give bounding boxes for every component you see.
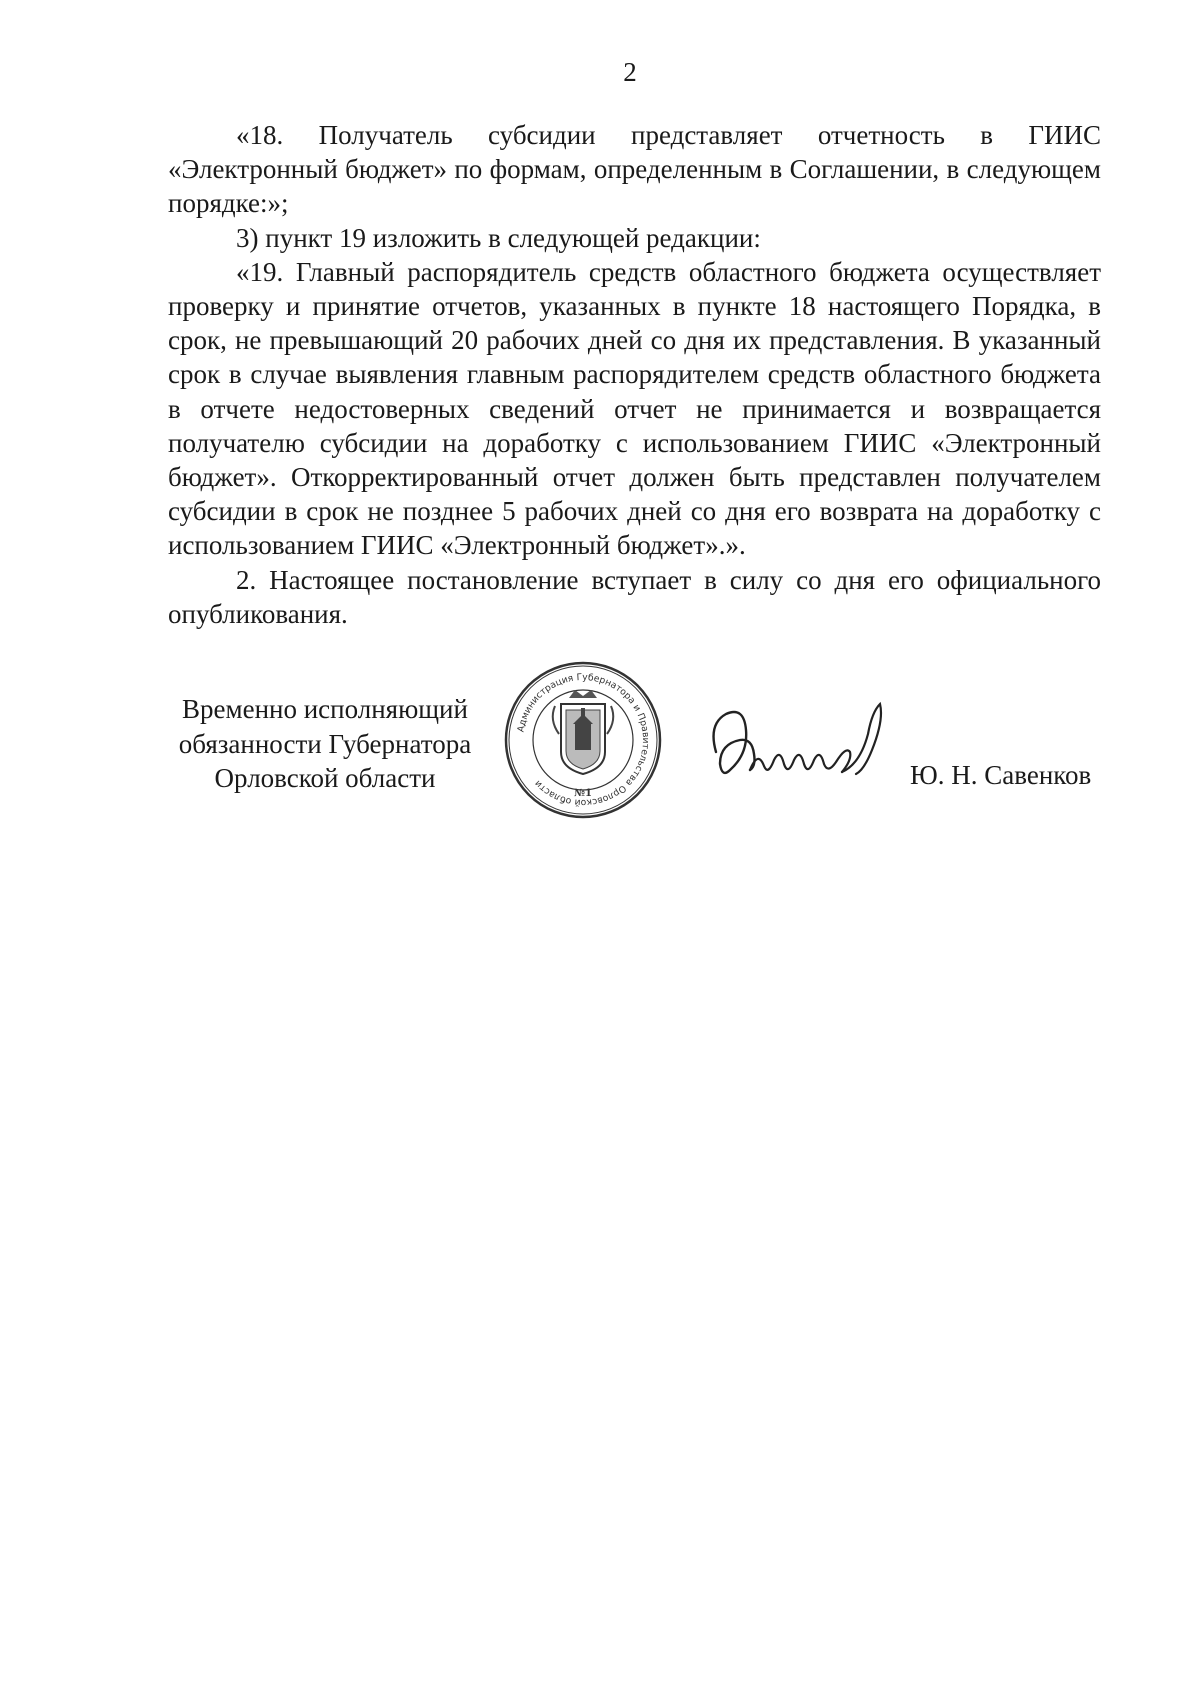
paragraph-amendment-3: 3) пункт 19 изложить в следующей редакции: (236, 222, 761, 253)
seal-ring-text: Администрация Губернатора и Правительства Орловской области (515, 671, 652, 809)
document-body (168, 118, 1101, 631)
coat-of-arms-icon (553, 690, 614, 774)
paragraph-item-18: «18. Получатель субсидии представляет отчетность в ГИИС «Электронный бюджет» по формам, определенным в Соглашении, в следующем порядке:»; (168, 120, 1101, 219)
page-number: 2 (623, 57, 637, 87)
signer-position (160, 692, 490, 796)
signer-position-line: обязанности Губернатора (178, 728, 472, 759)
official-seal (503, 660, 663, 820)
signer-position-line: Временно исполняющий (182, 694, 468, 724)
signer-name: Ю. Н. Савенков (910, 760, 1092, 790)
paragraph-entry-into-force: 2. Настоящее постановление вступает в силу со дня его официального опубликования. (168, 564, 1101, 629)
seal-number: №1 (574, 788, 592, 799)
signer-position-line: Орловской области (214, 763, 436, 793)
paragraph-item-19: «19. Главный распорядитель средств областного бюджета осуществляет проверку и принятие отчетов, указанных в пункте 18 настоящего Порядка, в срок, не превышающий 20 рабочих дней со дня их представления. В указанный срок в случае выявления главным распорядителем средств областного бюджета в отчете недостоверных сведений отчет не принимается и возвращается получателю субсидии на доработку с использованием ГИИС «Электронный бюджет». Откорректированный отчет должен быть представлен получателем субсидии в срок не позднее 5 рабочих дней со дня его возврата на доработку с использованием ГИИС «Электронный бюджет».». (168, 256, 1101, 561)
handwritten-signature (700, 690, 900, 800)
